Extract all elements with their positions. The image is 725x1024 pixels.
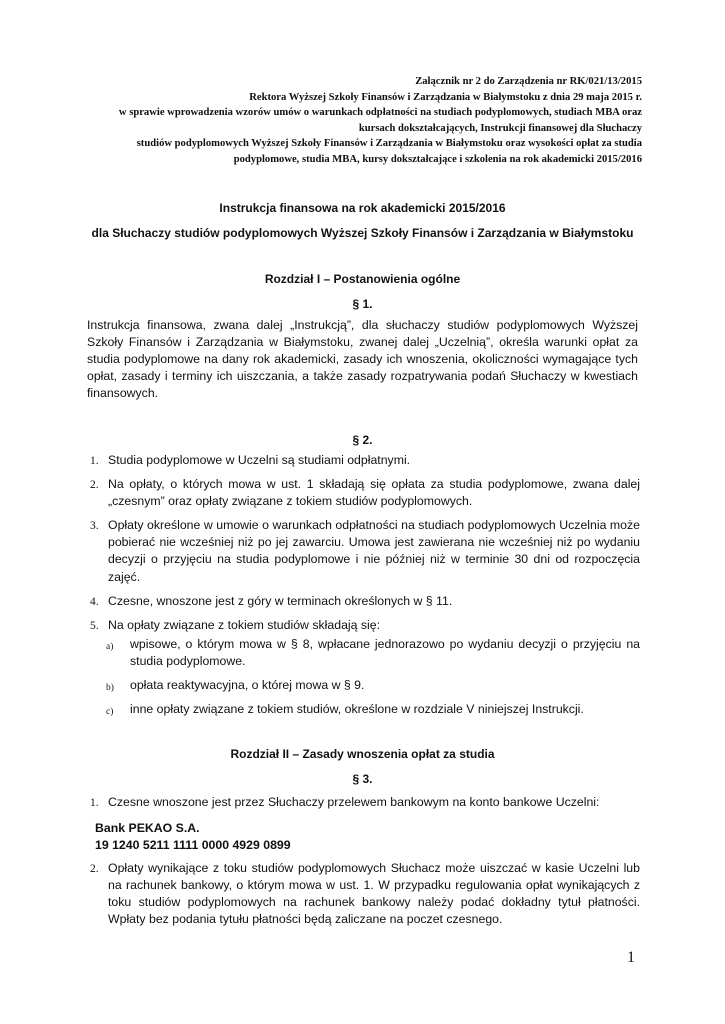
subitem-text: inne opłaty związane z tokiem studiów, określone w rozdziale V niniejszej Instrukcji. — [130, 702, 584, 717]
list-item — [90, 617, 640, 634]
header-line: w sprawie wprowadzenia wzorów umów o warunkach odpłatności na studiach podyplomowych, studiach MBA oraz — [118, 107, 642, 119]
page-number: 1 — [627, 949, 635, 966]
header-line: studiów podyplomowych Wyższej Szkoły Finansów i Zarządzania w Białymstoku oraz wysokości opłat za studia — [136, 138, 642, 150]
item-number: 4. — [90, 595, 99, 608]
header-line: kursach dokształcających, Instrukcji finansowej dla Słuchaczy — [358, 122, 642, 134]
section2-list — [90, 452, 640, 641]
item-number: 1. — [90, 455, 99, 467]
subitem-letter: c) — [106, 707, 114, 718]
section2-sublist — [106, 636, 640, 725]
list-item — [90, 794, 640, 811]
list-item — [90, 593, 640, 610]
item-number: 3. — [90, 520, 99, 533]
list-item — [90, 860, 640, 928]
item-text: Opłaty określone w umowie o warunkach odpłatności na studiach podyplomowych Uczelnia może pobierać nie wcześniej niż po jej zawarciu. Umowa jest zawierana nie wcześniej niż po wydaniu decyzji o przyjęciu na studia podyplomowe i nie później niż w terminie 30 dni od rozpoczęcia zajęć. — [108, 518, 640, 584]
list-item — [90, 476, 640, 510]
annex-header — [60, 74, 642, 168]
section2-heading: § 2. — [352, 433, 373, 447]
list-item — [90, 517, 640, 585]
section3-heading: § 3. — [352, 772, 373, 786]
document-subtitle: dla Słuchaczy studiów podyplomowych Wyższej Szkoły Finansów i Zarządzania w Białymstoku — [91, 226, 634, 240]
sublist-item — [106, 677, 640, 694]
section3-list-second — [90, 860, 640, 935]
sublist-item — [106, 636, 640, 670]
item-text: Na opłaty, o których mowa w ust. 1 składają się opłata za studia podyplomowe, zwana dalej „czesnym” oraz opłaty związane z tokiem studiów podyplomowych. — [108, 477, 640, 509]
item-text: Studia podyplomowe w Uczelni są studiami odpłatnymi. — [108, 453, 411, 467]
document-title: Instrukcja finansowa na rok akademicki 2015/2016 — [219, 201, 506, 215]
list-item — [90, 452, 640, 469]
item-text: Na opłaty związane z tokiem studiów składają się: — [108, 617, 381, 632]
item-number: 5. — [90, 619, 99, 632]
item-text: Opłaty wynikające z toku studiów podyplomowych Słuchacz może uiszczać w kasie Uczelni lub na rachunek bankowy, o którym mowa w ust. 1. W przypadku regulowania opłat wynikających z toku studiów podyplomowych na rachunek bankowy należy podać dokładny tytuł płatności. Wpłaty bez podania tytułu płatności będą zaliczane na poczet czesnego. — [108, 861, 640, 927]
sublist-item — [106, 701, 640, 718]
section3-list-first — [90, 794, 640, 818]
subitem-text: opłata reaktywacyjna, o której mowa w § 9. — [130, 678, 365, 693]
item-number: 2. — [90, 479, 99, 492]
header-line: Załącznik nr 2 do Zarządzenia nr RK/021/13/2015 — [415, 76, 642, 87]
section1-text: Instrukcja finansowa, zwana dalej „Instrukcją”, dla słuchaczy studiów podyplomowych Wyższej Szkoły Finansów i Zarządzania w Białymstoku, zwanej dalej „Uczelnią”, określa warunki opłat za studia podyplomowe na dany rok akademicki, zasady ich wnoszenia, okoliczności wymagające tych opłat, zasady i terminy ich uiszczania, a także zasady rozpatrywania podań Słuchaczy w kwestiach finansowych. — [87, 318, 638, 401]
chapter1-heading: Rozdział I – Postanowienia ogólne — [264, 272, 461, 286]
item-text: Czesne wnoszone jest przez Słuchaczy przelewem bankowym na konto bankowe Uczelni: — [108, 795, 600, 809]
item-text: Czesne, wnoszone jest z góry w terminach określonych w § 11. — [108, 593, 453, 608]
header-line: Rektora Wyższej Szkoły Finansów i Zarządzania w Białymstoku z dnia 29 maja 2015 r. — [249, 91, 642, 103]
bank-name: Bank PEKAO S.A. — [95, 821, 200, 835]
subitem-letter: a) — [106, 642, 114, 652]
bank-account-number: 19 1240 5211 1111 0000 4929 0899 — [95, 838, 291, 852]
chapter2-heading: Rozdział II – Zasady wnoszenia opłat za studia — [230, 747, 495, 761]
header-line: podyplomowe, studia MBA, kursy dokształcające i szkolenia na rok akademicki 2015/2016 — [233, 153, 642, 165]
item-number: 1. — [90, 797, 99, 809]
subitem-letter: b) — [106, 683, 114, 694]
item-number: 2. — [90, 863, 99, 875]
subitem-text: wpisowe, o którym mowa w § 8, wpłacane jednorazowo po wydaniu decyzji o przyjęciu na studia podyplomowe. — [130, 637, 640, 669]
section1-heading: § 1. — [352, 297, 373, 311]
